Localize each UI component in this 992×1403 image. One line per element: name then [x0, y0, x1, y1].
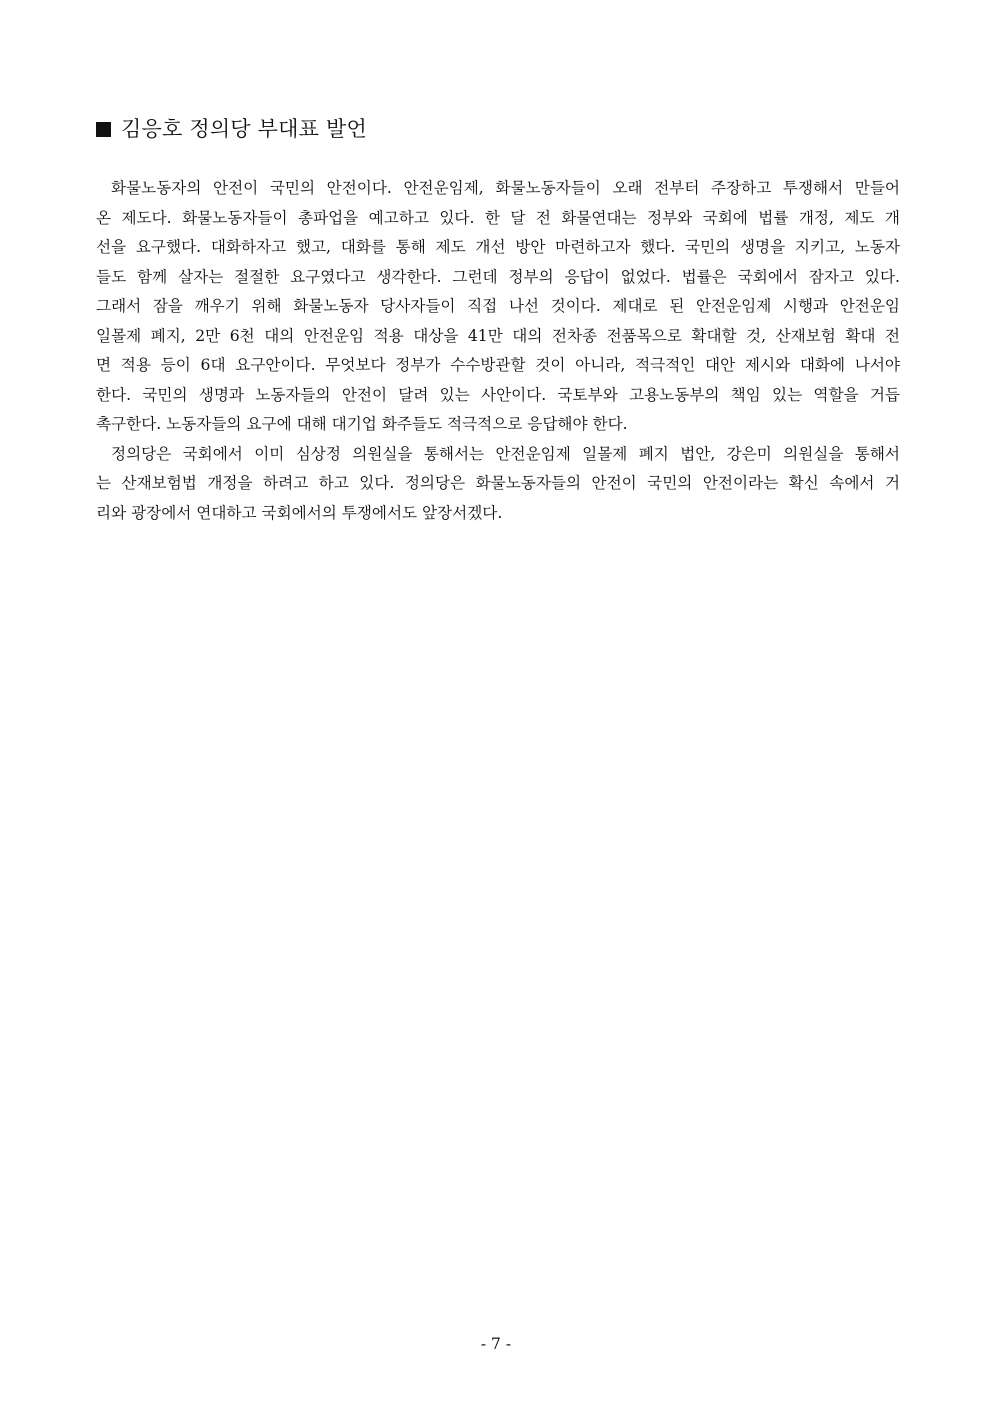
- paragraph-2-line-1: 정의당은 국회에서 이미 심상정 의원실을 통해서는 안전운임제 일몰제 폐지 법안, 강은미 의원실을 통해서: [111, 444, 900, 463]
- paragraph-1-line-1: 화물노동자의 안전이 국민의 안전이다. 안전운임제, 화물노동자들이 오래 전부터 주장하고 투쟁해서 만들어: [111, 179, 900, 197]
- paragraph-1-line-8: 한다. 국민의 생명과 노동자들의 안전이 달려 있는 사안이다. 국토부와 고용노동부의 책임 있는 역할을 거듭: [96, 385, 900, 404]
- paragraph-1-line-5: 그래서 잠을 깨우기 위해 화물노동자 당사자들이 직접 나선 것이다. 제대로 된 안전운임제 시행과 안전운임: [96, 297, 900, 315]
- paragraph-1-line-9: 촉구한다. 노동자들의 요구에 대해 대기업 화주들도 적극적으로 응답해야 한다.: [96, 415, 628, 433]
- paragraph-1-line-6: 일몰제 폐지, 2만 6천 대의 안전운임 적용 대상을 41만 대의 전차종 전품목으로 확대할 것, 산재보험 확대 전: [96, 326, 900, 345]
- section-heading: [96, 112, 896, 146]
- paragraph-2-line-2: 는 산재보험법 개정을 하려고 하고 있다. 정의당은 화물노동자들의 안전이 국민의 안전이라는 확신 속에서 거: [96, 474, 900, 492]
- page-number: - 7 -: [480, 1335, 512, 1353]
- paragraph-1-line-2: 온 제도다. 화물노동자들이 총파업을 예고하고 있다. 한 달 전 화물연대는 정부와 국회에 법률 개정, 제도 개: [96, 208, 900, 227]
- statement-body: [96, 174, 900, 528]
- black-square-bullet-icon: [96, 122, 111, 137]
- paragraph-1-line-4: 들도 함께 살자는 절절한 요구였다고 생각한다. 그런데 정부의 응답이 없었다. 법률은 국회에서 잠자고 있다.: [96, 267, 900, 286]
- section-title-text: 김응호 정의당 부대표 발언: [121, 117, 367, 141]
- paragraph-2-line-3: 리와 광장에서 연대하고 국회에서의 투쟁에서도 앞장서겠다.: [96, 503, 503, 522]
- paragraph-1-line-7: 면 적용 등이 6대 요구안이다. 무엇보다 정부가 수수방관할 것이 아니라, 적극적인 대안 제시와 대화에 나서야: [96, 356, 900, 374]
- paragraph-1-line-3: 선을 요구했다. 대화하자고 했고, 대화를 통해 제도 개선 방안 마련하고자 했다. 국민의 생명을 지키고, 노동자: [96, 238, 900, 256]
